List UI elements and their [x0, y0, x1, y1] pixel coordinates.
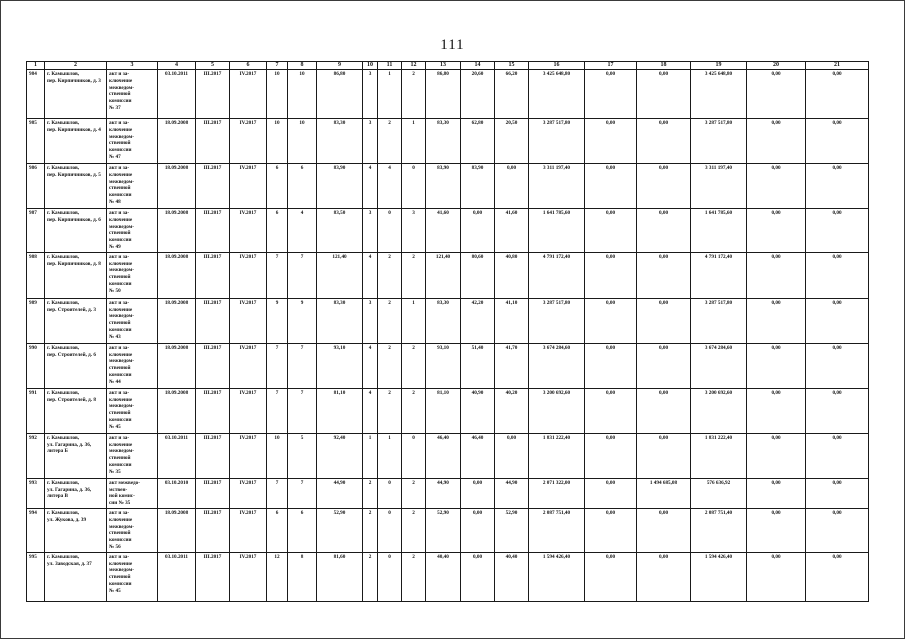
row-number-cell: 993 — [27, 478, 45, 508]
value-cell: 81,60 — [317, 552, 363, 601]
value-cell: 9 — [288, 298, 317, 343]
table-row — [27, 119, 869, 164]
value-cell: 52,90 — [426, 508, 461, 552]
value-cell: 3 311 197,40 — [691, 164, 747, 209]
value-cell: 0,00 — [747, 298, 806, 343]
value-cell: 0,00 — [585, 209, 637, 253]
value-cell: 0,00 — [806, 478, 869, 508]
column-header: 9 — [317, 62, 363, 70]
date-cell: 18.09.2008 — [158, 209, 196, 253]
value-cell: 0,00 — [747, 433, 806, 478]
value-cell: 7 — [288, 252, 317, 298]
value-cell: 6 — [288, 164, 317, 209]
value-cell: 0 — [378, 508, 402, 552]
value-cell: 83,90 — [426, 164, 461, 209]
data-table — [26, 61, 869, 602]
value-cell: 3 — [402, 209, 426, 253]
value-cell: 4 — [363, 164, 378, 209]
document-cell: акт и за- ключение межведом- ственной комиссии № 35 — [107, 433, 158, 478]
value-cell: 3 — [363, 119, 378, 164]
value-cell: 2 — [402, 343, 426, 388]
value-cell: 40,90 — [461, 388, 495, 433]
value-cell: 2 — [402, 70, 426, 119]
value-cell: 3 287 517,80 — [529, 119, 585, 164]
value-cell: IV.2017 — [230, 209, 267, 253]
table-row — [27, 343, 869, 388]
column-header: 14 — [461, 62, 495, 70]
value-cell: 4 — [363, 343, 378, 388]
value-cell: 1 594 426,40 — [691, 552, 747, 601]
value-cell: 3 425 648,80 — [691, 70, 747, 119]
value-cell: 0,00 — [747, 343, 806, 388]
value-cell: 7 — [267, 252, 288, 298]
row-number-cell: 984 — [27, 70, 45, 119]
value-cell: 2 — [402, 552, 426, 601]
value-cell: 576 636,92 — [691, 478, 747, 508]
value-cell: 0,00 — [495, 433, 529, 478]
value-cell: III.2017 — [196, 388, 230, 433]
value-cell: 0,00 — [747, 552, 806, 601]
date-cell: 18.09.2008 — [158, 298, 196, 343]
address-cell: г. Камышлов, пер. Кирпичников, д. 5 — [45, 164, 107, 209]
row-number-cell: 987 — [27, 209, 45, 253]
value-cell: 44,90 — [317, 478, 363, 508]
table-row — [27, 433, 869, 478]
value-cell: 20,50 — [495, 119, 529, 164]
value-cell: 2 — [378, 388, 402, 433]
value-cell: 3 287 517,80 — [529, 298, 585, 343]
row-number-cell: 990 — [27, 343, 45, 388]
address-cell: г. Камышлов, пер. Строителей, д. 8 — [45, 388, 107, 433]
value-cell: 0,00 — [747, 508, 806, 552]
value-cell: 40,20 — [495, 388, 529, 433]
column-header: 21 — [806, 62, 869, 70]
value-cell: 0,00 — [806, 70, 869, 119]
value-cell: 1 — [363, 433, 378, 478]
value-cell: III.2017 — [196, 343, 230, 388]
column-header: 13 — [426, 62, 461, 70]
value-cell: 12 — [267, 552, 288, 601]
value-cell: 40,40 — [495, 552, 529, 601]
value-cell: 41,60 — [426, 209, 461, 253]
value-cell: 0,00 — [637, 433, 691, 478]
value-cell: 0,00 — [585, 388, 637, 433]
column-header: 1 — [27, 62, 45, 70]
value-cell: 2 071 322,00 — [529, 478, 585, 508]
value-cell: 4 791 172,40 — [691, 252, 747, 298]
row-number-cell: 992 — [27, 433, 45, 478]
value-cell: 0,00 — [747, 119, 806, 164]
value-cell: 3 287 517,80 — [691, 119, 747, 164]
value-cell: IV.2017 — [230, 70, 267, 119]
address-cell: г. Камышлов, пер. Кирпичников, д. 6 — [45, 209, 107, 253]
value-cell: 10 — [288, 70, 317, 119]
value-cell: 3 287 517,80 — [691, 298, 747, 343]
value-cell: 41,70 — [495, 343, 529, 388]
value-cell: 2 — [402, 388, 426, 433]
value-cell: 6 — [267, 209, 288, 253]
value-cell: 2 — [378, 119, 402, 164]
value-cell: 0,00 — [461, 209, 495, 253]
value-cell: IV.2017 — [230, 508, 267, 552]
value-cell: 92,40 — [317, 433, 363, 478]
row-number-cell: 995 — [27, 552, 45, 601]
value-cell: 7 — [288, 478, 317, 508]
value-cell: IV.2017 — [230, 252, 267, 298]
table-body — [27, 70, 869, 602]
address-cell: г. Камышлов, пер. Кирпичников, д. 4 — [45, 119, 107, 164]
value-cell: 3 — [363, 209, 378, 253]
value-cell: 0,00 — [806, 508, 869, 552]
value-cell: IV.2017 — [230, 119, 267, 164]
value-cell: 1 — [402, 298, 426, 343]
value-cell: 0 — [378, 552, 402, 601]
value-cell: 0,00 — [585, 508, 637, 552]
date-cell: 03.10.2011 — [158, 70, 196, 119]
value-cell: 20,60 — [461, 70, 495, 119]
value-cell: 83,30 — [317, 298, 363, 343]
document-cell: акт и за- ключение межведом- ственной комиссии № 45 — [107, 388, 158, 433]
header-row — [27, 62, 869, 70]
document-cell: акт межведо- мствен- ной комис- сии № 35 — [107, 478, 158, 508]
date-cell: 18.09.2008 — [158, 388, 196, 433]
value-cell: III.2017 — [196, 252, 230, 298]
column-header: 11 — [378, 62, 402, 70]
date-cell: 18.09.2008 — [158, 508, 196, 552]
value-cell: 0,00 — [637, 508, 691, 552]
value-cell: 0,00 — [637, 209, 691, 253]
value-cell: IV.2017 — [230, 164, 267, 209]
value-cell: 83,90 — [461, 164, 495, 209]
value-cell: 0 — [402, 164, 426, 209]
value-cell: 41,10 — [495, 298, 529, 343]
column-header: 12 — [402, 62, 426, 70]
value-cell: 0 — [378, 209, 402, 253]
page-number: 111 — [440, 37, 465, 53]
value-cell: 83,50 — [317, 209, 363, 253]
date-cell: 03.10.2010 — [158, 478, 196, 508]
date-cell: 18.09.2008 — [158, 119, 196, 164]
address-cell: г. Камышлов, пер. Кирпичников, д. 3 — [45, 70, 107, 119]
value-cell: 0,00 — [806, 164, 869, 209]
value-cell: 0,00 — [747, 252, 806, 298]
row-number-cell: 985 — [27, 119, 45, 164]
value-cell: 0,00 — [747, 209, 806, 253]
value-cell: 4 — [378, 164, 402, 209]
value-cell: 1 641 785,60 — [529, 209, 585, 253]
value-cell: 0 — [378, 478, 402, 508]
address-cell: г. Камышлов, ул. Заводская, д. 37 — [45, 552, 107, 601]
value-cell: IV.2017 — [230, 388, 267, 433]
value-cell: 4 791 172,40 — [529, 252, 585, 298]
value-cell: 10 — [267, 119, 288, 164]
value-cell: 81,10 — [317, 388, 363, 433]
column-header: 7 — [267, 62, 288, 70]
column-header: 17 — [585, 62, 637, 70]
document-cell: акт и за- ключение межведом- ственной комиссии № 44 — [107, 343, 158, 388]
value-cell: 44,90 — [495, 478, 529, 508]
value-cell: 1 831 222,40 — [529, 433, 585, 478]
row-number-cell: 989 — [27, 298, 45, 343]
value-cell: 1 831 222,40 — [691, 433, 747, 478]
value-cell: 0,00 — [637, 552, 691, 601]
value-cell: III.2017 — [196, 552, 230, 601]
value-cell: 0,00 — [806, 252, 869, 298]
value-cell: 0,00 — [585, 433, 637, 478]
value-cell: 0,00 — [461, 508, 495, 552]
value-cell: III.2017 — [196, 209, 230, 253]
value-cell: III.2017 — [196, 119, 230, 164]
value-cell: 0,00 — [585, 252, 637, 298]
value-cell: 2 087 751,40 — [529, 508, 585, 552]
value-cell: 93,10 — [426, 343, 461, 388]
column-header: 16 — [529, 62, 585, 70]
column-header: 3 — [107, 62, 158, 70]
document-cell: акт и за- ключение межведом- ственной комиссии № 49 — [107, 209, 158, 253]
value-cell: 1 494 685,08 — [637, 478, 691, 508]
value-cell: III.2017 — [196, 298, 230, 343]
value-cell: 2 — [378, 343, 402, 388]
date-cell: 18.09.2008 — [158, 252, 196, 298]
value-cell: 51,40 — [461, 343, 495, 388]
value-cell: 1 — [378, 433, 402, 478]
value-cell: III.2017 — [196, 433, 230, 478]
value-cell: 66,20 — [495, 70, 529, 119]
table-row — [27, 70, 869, 119]
value-cell: 3 311 197,40 — [529, 164, 585, 209]
value-cell: 4 — [363, 388, 378, 433]
value-cell: 0,00 — [637, 298, 691, 343]
value-cell: 0,00 — [637, 70, 691, 119]
value-cell: 0,00 — [806, 119, 869, 164]
value-cell: IV.2017 — [230, 343, 267, 388]
document-cell: акт и за- ключение межведом- ственной комиссии № 37 — [107, 70, 158, 119]
value-cell: 121,40 — [426, 252, 461, 298]
value-cell: IV.2017 — [230, 298, 267, 343]
value-cell: 4 — [288, 209, 317, 253]
address-cell: г. Камышлов, ул. Гагарина, д. 36, литера В — [45, 478, 107, 508]
value-cell: 2 — [378, 298, 402, 343]
value-cell: 0,00 — [585, 552, 637, 601]
value-cell: 1 641 785,60 — [691, 209, 747, 253]
date-cell: 18.09.2008 — [158, 343, 196, 388]
value-cell: IV.2017 — [230, 478, 267, 508]
value-cell: 10 — [288, 119, 317, 164]
value-cell: 7 — [267, 388, 288, 433]
column-header: 2 — [45, 62, 107, 70]
value-cell: 83,30 — [426, 119, 461, 164]
row-number-cell: 986 — [27, 164, 45, 209]
value-cell: 62,80 — [461, 119, 495, 164]
value-cell: 0,00 — [585, 164, 637, 209]
date-cell: 18.09.2008 — [158, 164, 196, 209]
value-cell: 46,40 — [426, 433, 461, 478]
column-header: 19 — [691, 62, 747, 70]
value-cell: 3 — [363, 70, 378, 119]
value-cell: 0,00 — [495, 164, 529, 209]
value-cell: 0,00 — [585, 298, 637, 343]
value-cell: 0,00 — [637, 252, 691, 298]
value-cell: 3 200 692,60 — [691, 388, 747, 433]
value-cell: 10 — [267, 433, 288, 478]
value-cell: 0,00 — [637, 388, 691, 433]
value-cell: 3 200 692,60 — [529, 388, 585, 433]
value-cell: 0,00 — [806, 298, 869, 343]
value-cell: 2 — [363, 478, 378, 508]
date-cell: 03.10.2011 — [158, 552, 196, 601]
value-cell: III.2017 — [196, 508, 230, 552]
value-cell: 52,90 — [317, 508, 363, 552]
value-cell: 86,80 — [317, 70, 363, 119]
value-cell: 7 — [288, 343, 317, 388]
value-cell: 0,00 — [747, 478, 806, 508]
value-cell: 2 — [378, 252, 402, 298]
value-cell: 10 — [267, 70, 288, 119]
value-cell: 0,00 — [461, 552, 495, 601]
column-header: 18 — [637, 62, 691, 70]
value-cell: 0,00 — [637, 119, 691, 164]
document-cell: акт и за- ключение межведом- ственной комиссии № 50 — [107, 252, 158, 298]
document-cell: акт и за- ключение межведом- ственной комиссии № 56 — [107, 508, 158, 552]
value-cell: 0,00 — [637, 164, 691, 209]
value-cell: 0,00 — [747, 70, 806, 119]
value-cell: IV.2017 — [230, 433, 267, 478]
value-cell: III.2017 — [196, 70, 230, 119]
value-cell: 3 425 648,80 — [529, 70, 585, 119]
value-cell: 0,00 — [806, 209, 869, 253]
value-cell: 93,10 — [317, 343, 363, 388]
address-cell: г. Камышлов, пер. Кирпичников, д. 8 — [45, 252, 107, 298]
value-cell: 83,30 — [317, 119, 363, 164]
value-cell: 0,00 — [585, 478, 637, 508]
value-cell: 7 — [288, 388, 317, 433]
table-row — [27, 252, 869, 298]
address-cell: г. Камышлов, ул. Жукова, д. 39 — [45, 508, 107, 552]
value-cell: 80,60 — [461, 252, 495, 298]
value-cell: 3 674 284,60 — [691, 343, 747, 388]
value-cell: 4 — [363, 252, 378, 298]
address-cell: г. Камышлов, ул. Гагарина, д. 36, литера Б — [45, 433, 107, 478]
column-header: 20 — [747, 62, 806, 70]
value-cell: 7 — [267, 343, 288, 388]
value-cell: 1 — [378, 70, 402, 119]
address-cell: г. Камышлов, пер. Строителей, д. 3 — [45, 298, 107, 343]
document-cell: акт и за- ключение межведом- ственной комиссии № 45 — [107, 552, 158, 601]
value-cell: 0,00 — [747, 164, 806, 209]
value-cell: 0,00 — [806, 433, 869, 478]
value-cell: 0,00 — [585, 343, 637, 388]
value-cell: 9 — [267, 298, 288, 343]
value-cell: 41,60 — [495, 209, 529, 253]
table-row — [27, 298, 869, 343]
row-number-cell: 988 — [27, 252, 45, 298]
value-cell: 46,40 — [461, 433, 495, 478]
value-cell: 2 — [402, 478, 426, 508]
table-row — [27, 508, 869, 552]
column-header: 15 — [495, 62, 529, 70]
value-cell: 2 — [402, 508, 426, 552]
column-header: 4 — [158, 62, 196, 70]
address-cell: г. Камышлов, пер. Строителей, д. 6 — [45, 343, 107, 388]
value-cell: 6 — [288, 508, 317, 552]
value-cell: IV.2017 — [230, 552, 267, 601]
date-cell: 03.10.2011 — [158, 433, 196, 478]
value-cell: 0,00 — [461, 478, 495, 508]
value-cell: 44,90 — [426, 478, 461, 508]
value-cell: 0 — [402, 433, 426, 478]
value-cell: 6 — [267, 164, 288, 209]
table-row — [27, 388, 869, 433]
value-cell: 86,80 — [426, 70, 461, 119]
value-cell: III.2017 — [196, 478, 230, 508]
value-cell: 3 — [363, 298, 378, 343]
value-cell: 0,00 — [585, 119, 637, 164]
value-cell: 7 — [267, 478, 288, 508]
value-cell: 2 — [363, 552, 378, 601]
value-cell: 0,00 — [585, 70, 637, 119]
value-cell: 0,00 — [806, 343, 869, 388]
column-header: 5 — [196, 62, 230, 70]
value-cell: 5 — [288, 433, 317, 478]
value-cell: 2 — [363, 508, 378, 552]
value-cell: 121,40 — [317, 252, 363, 298]
value-cell: 0,00 — [747, 388, 806, 433]
column-header: 6 — [230, 62, 267, 70]
value-cell: 40,80 — [495, 252, 529, 298]
value-cell: 2 087 751,40 — [691, 508, 747, 552]
row-number-cell: 991 — [27, 388, 45, 433]
value-cell: 2 — [402, 252, 426, 298]
table-row — [27, 164, 869, 209]
value-cell: 52,90 — [495, 508, 529, 552]
value-cell: 3 674 284,60 — [529, 343, 585, 388]
value-cell: 42,20 — [461, 298, 495, 343]
table-row — [27, 552, 869, 601]
document-cell: акт и за- ключение межведом- ственной комиссии № 43 — [107, 298, 158, 343]
value-cell: 83,30 — [426, 298, 461, 343]
value-cell: 0,00 — [637, 343, 691, 388]
value-cell: 1 — [402, 119, 426, 164]
row-number-cell: 994 — [27, 508, 45, 552]
column-header: 8 — [288, 62, 317, 70]
value-cell: III.2017 — [196, 164, 230, 209]
value-cell: 81,10 — [426, 388, 461, 433]
column-header: 10 — [363, 62, 378, 70]
document-cell: акт и за- ключение межведом- ственной комиссии № 48 — [107, 164, 158, 209]
table-row — [27, 478, 869, 508]
value-cell: 0,00 — [806, 388, 869, 433]
value-cell: 1 594 426,40 — [529, 552, 585, 601]
value-cell: 83,90 — [317, 164, 363, 209]
document-cell: акт и за- ключение межведом- ственной комиссии № 47 — [107, 119, 158, 164]
value-cell: 8 — [288, 552, 317, 601]
table-row — [27, 209, 869, 253]
value-cell: 40,40 — [426, 552, 461, 601]
value-cell: 0,00 — [806, 552, 869, 601]
value-cell: 6 — [267, 508, 288, 552]
